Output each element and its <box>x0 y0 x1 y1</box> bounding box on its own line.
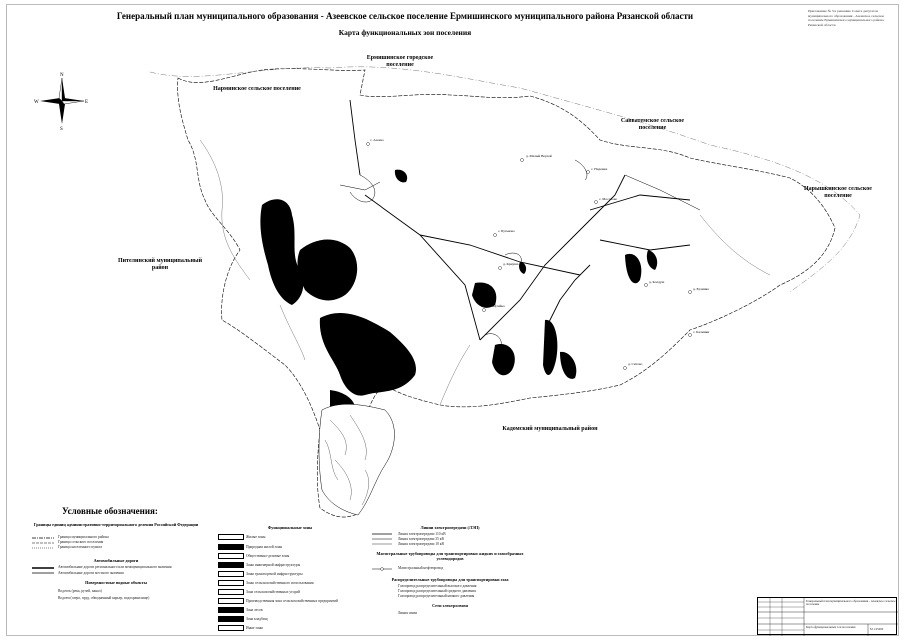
district-boundary <box>150 67 860 292</box>
label-nalskinskoe: Нарышкинское сельское поселение <box>804 186 872 199</box>
legend-zone-item: Зоны сельскохозяйственного использования <box>246 581 314 585</box>
legend-border-item: Граница сельского поселения <box>58 540 104 544</box>
stamp-scale: М 1:25000 <box>870 627 884 631</box>
compass-n: N <box>60 73 64 78</box>
village-label: д. Ерзинка <box>693 287 709 291</box>
legend-gas-item: Газопровод распределительный среднего давления <box>398 589 476 593</box>
village-label: с. Калинки <box>693 330 710 334</box>
swatch-agri-land <box>218 589 244 595</box>
settlement-markers <box>367 143 692 370</box>
legend-zone-item: Производственная зона сельскохозяйственных предприятий <box>246 599 338 603</box>
legend-gas-item: Газопровод распределительный низкого давления <box>398 594 475 598</box>
swatch-agri-production <box>218 598 244 604</box>
legend-border-item: Граница населенного пункта <box>58 545 102 549</box>
title-block <box>757 597 897 635</box>
legend-power-item: Линия электропередачи 35 кВ <box>398 537 444 541</box>
swatch-transport <box>218 571 244 577</box>
legend-water-item: Водоток (река, ручей, канал) <box>58 589 102 593</box>
village-label: д. Ситово <box>628 362 643 366</box>
village-label: с. Бутьково <box>498 229 515 233</box>
legend-borders-title: Границы единиц административно-территориального деления Российской Федерации <box>33 522 199 527</box>
swatch-engineering <box>218 562 244 568</box>
compass-s: S <box>60 127 63 132</box>
village-label: с. Надежка <box>591 167 608 171</box>
legend-title: Условные обозначения: <box>62 506 158 516</box>
legend-zone-item: Общественно-деловые зоны <box>246 554 290 558</box>
map-subtitle: Карта функциональных зон поселения <box>338 28 472 37</box>
approval-note: Приложение № 3 к решению Совета депутатов муниципального образования - Азеевское сельское поселение Ермишинского муниципального района Рязанской области <box>808 9 885 27</box>
village-label: д. Колдуш <box>649 280 665 284</box>
legend-comm-title: Сети электросвязи <box>432 603 468 608</box>
swatch-agri <box>218 580 244 586</box>
village-label: с. Кафтейка <box>487 304 505 308</box>
compass-w: W <box>34 100 39 105</box>
legend-pipe-title: Магистральные трубопроводы для транспортировки жидких и газообразных углеводородов <box>376 551 524 561</box>
legend-zone-item: Зоны транспортной инфраструктуры <box>246 572 303 576</box>
village-label: с. Азеево <box>370 138 384 142</box>
legend-water-item: Водоем (озеро, пруд, обводненный карьер, водохранилище) <box>58 596 150 600</box>
legend-road-item: Автомобильные дороги местного значения <box>58 571 124 575</box>
legend-zone-item: Зона сельскохозяйственных угодий <box>246 590 300 594</box>
swatch-natural <box>218 544 244 550</box>
legend-power-item: Линия электропередачи 110 кВ <box>398 532 446 536</box>
swatch-residential <box>218 534 244 540</box>
mixed-forest-zone <box>319 404 394 515</box>
stamp-text1: Генеральный план муниципального образования - Азеевское сельское поселение <box>806 599 896 607</box>
legend-zone-item: Иные зоны <box>246 626 263 630</box>
label-pitelinsky: Пителинский муниципальный район <box>117 258 203 271</box>
swatch-cemetery <box>218 616 244 622</box>
village-label: д. Криуша <box>503 262 519 266</box>
legend-border-item: Граница муниципального района <box>58 535 109 539</box>
legend-border-lines <box>32 536 56 552</box>
legend-water-title: Поверхностные водные объекты <box>85 580 147 585</box>
label-ermishinskoe: Ермишинское городское поселение <box>366 55 434 68</box>
legend-zone-item: Зоны инженерной инфраструктуры <box>246 563 301 567</box>
legend-pipe-line <box>372 566 394 572</box>
legend-power-title: Линии электропередачи (ЛЭП) <box>420 525 480 530</box>
label-narminskoe: Нарминское сельское поселение <box>213 86 301 92</box>
settlement-boundary <box>178 69 835 517</box>
legend-roads-title: Автомобильные дороги <box>93 558 139 563</box>
legend-power-lines <box>372 532 394 548</box>
legend-power-item: Линия электропередачи 10 кВ <box>398 542 444 546</box>
map-title: Генеральный план муниципального образования - Азеевское сельское поселение Ермишинского муниципального района Рязанской области <box>116 11 694 21</box>
legend-zone-item: Зона лесов <box>246 608 263 612</box>
compass-e: E <box>85 100 89 105</box>
legend-gas-title: Распределительные трубопроводы для транспортировки газа <box>391 577 509 582</box>
legend-zone-item: Жилые зоны <box>246 535 266 539</box>
label-kadomsky: Кадомский муниципальный район <box>502 426 598 432</box>
stamp-text2: Карта функциональных зон поселения <box>806 625 856 629</box>
village-label: с. Мосолово <box>599 197 618 201</box>
village-label: д. Малый Вертей <box>526 154 552 158</box>
legend-road-item: Автомобильные дороги регионального или межмуниципального значения <box>58 565 172 569</box>
legend-pipe-item: Магистральный нефтепровод <box>398 566 444 570</box>
legend-comm-item: Линия связи <box>398 611 417 615</box>
legend-zones-title: Функциональные зоны <box>267 525 313 530</box>
swatch-forest <box>218 607 244 613</box>
roads <box>350 100 690 340</box>
label-savvatemskoe: Савватемское сельское поселение <box>620 118 685 131</box>
legend-zone-item: Зона кладбищ <box>246 617 268 621</box>
swatch-other <box>218 625 244 631</box>
legend-gas-item: Газопровод распределительный высокого давления <box>398 584 477 588</box>
legend-zone-item: Природная жилой зоны <box>246 545 283 549</box>
swatch-public <box>218 553 244 559</box>
legend-road-lines <box>32 565 56 577</box>
